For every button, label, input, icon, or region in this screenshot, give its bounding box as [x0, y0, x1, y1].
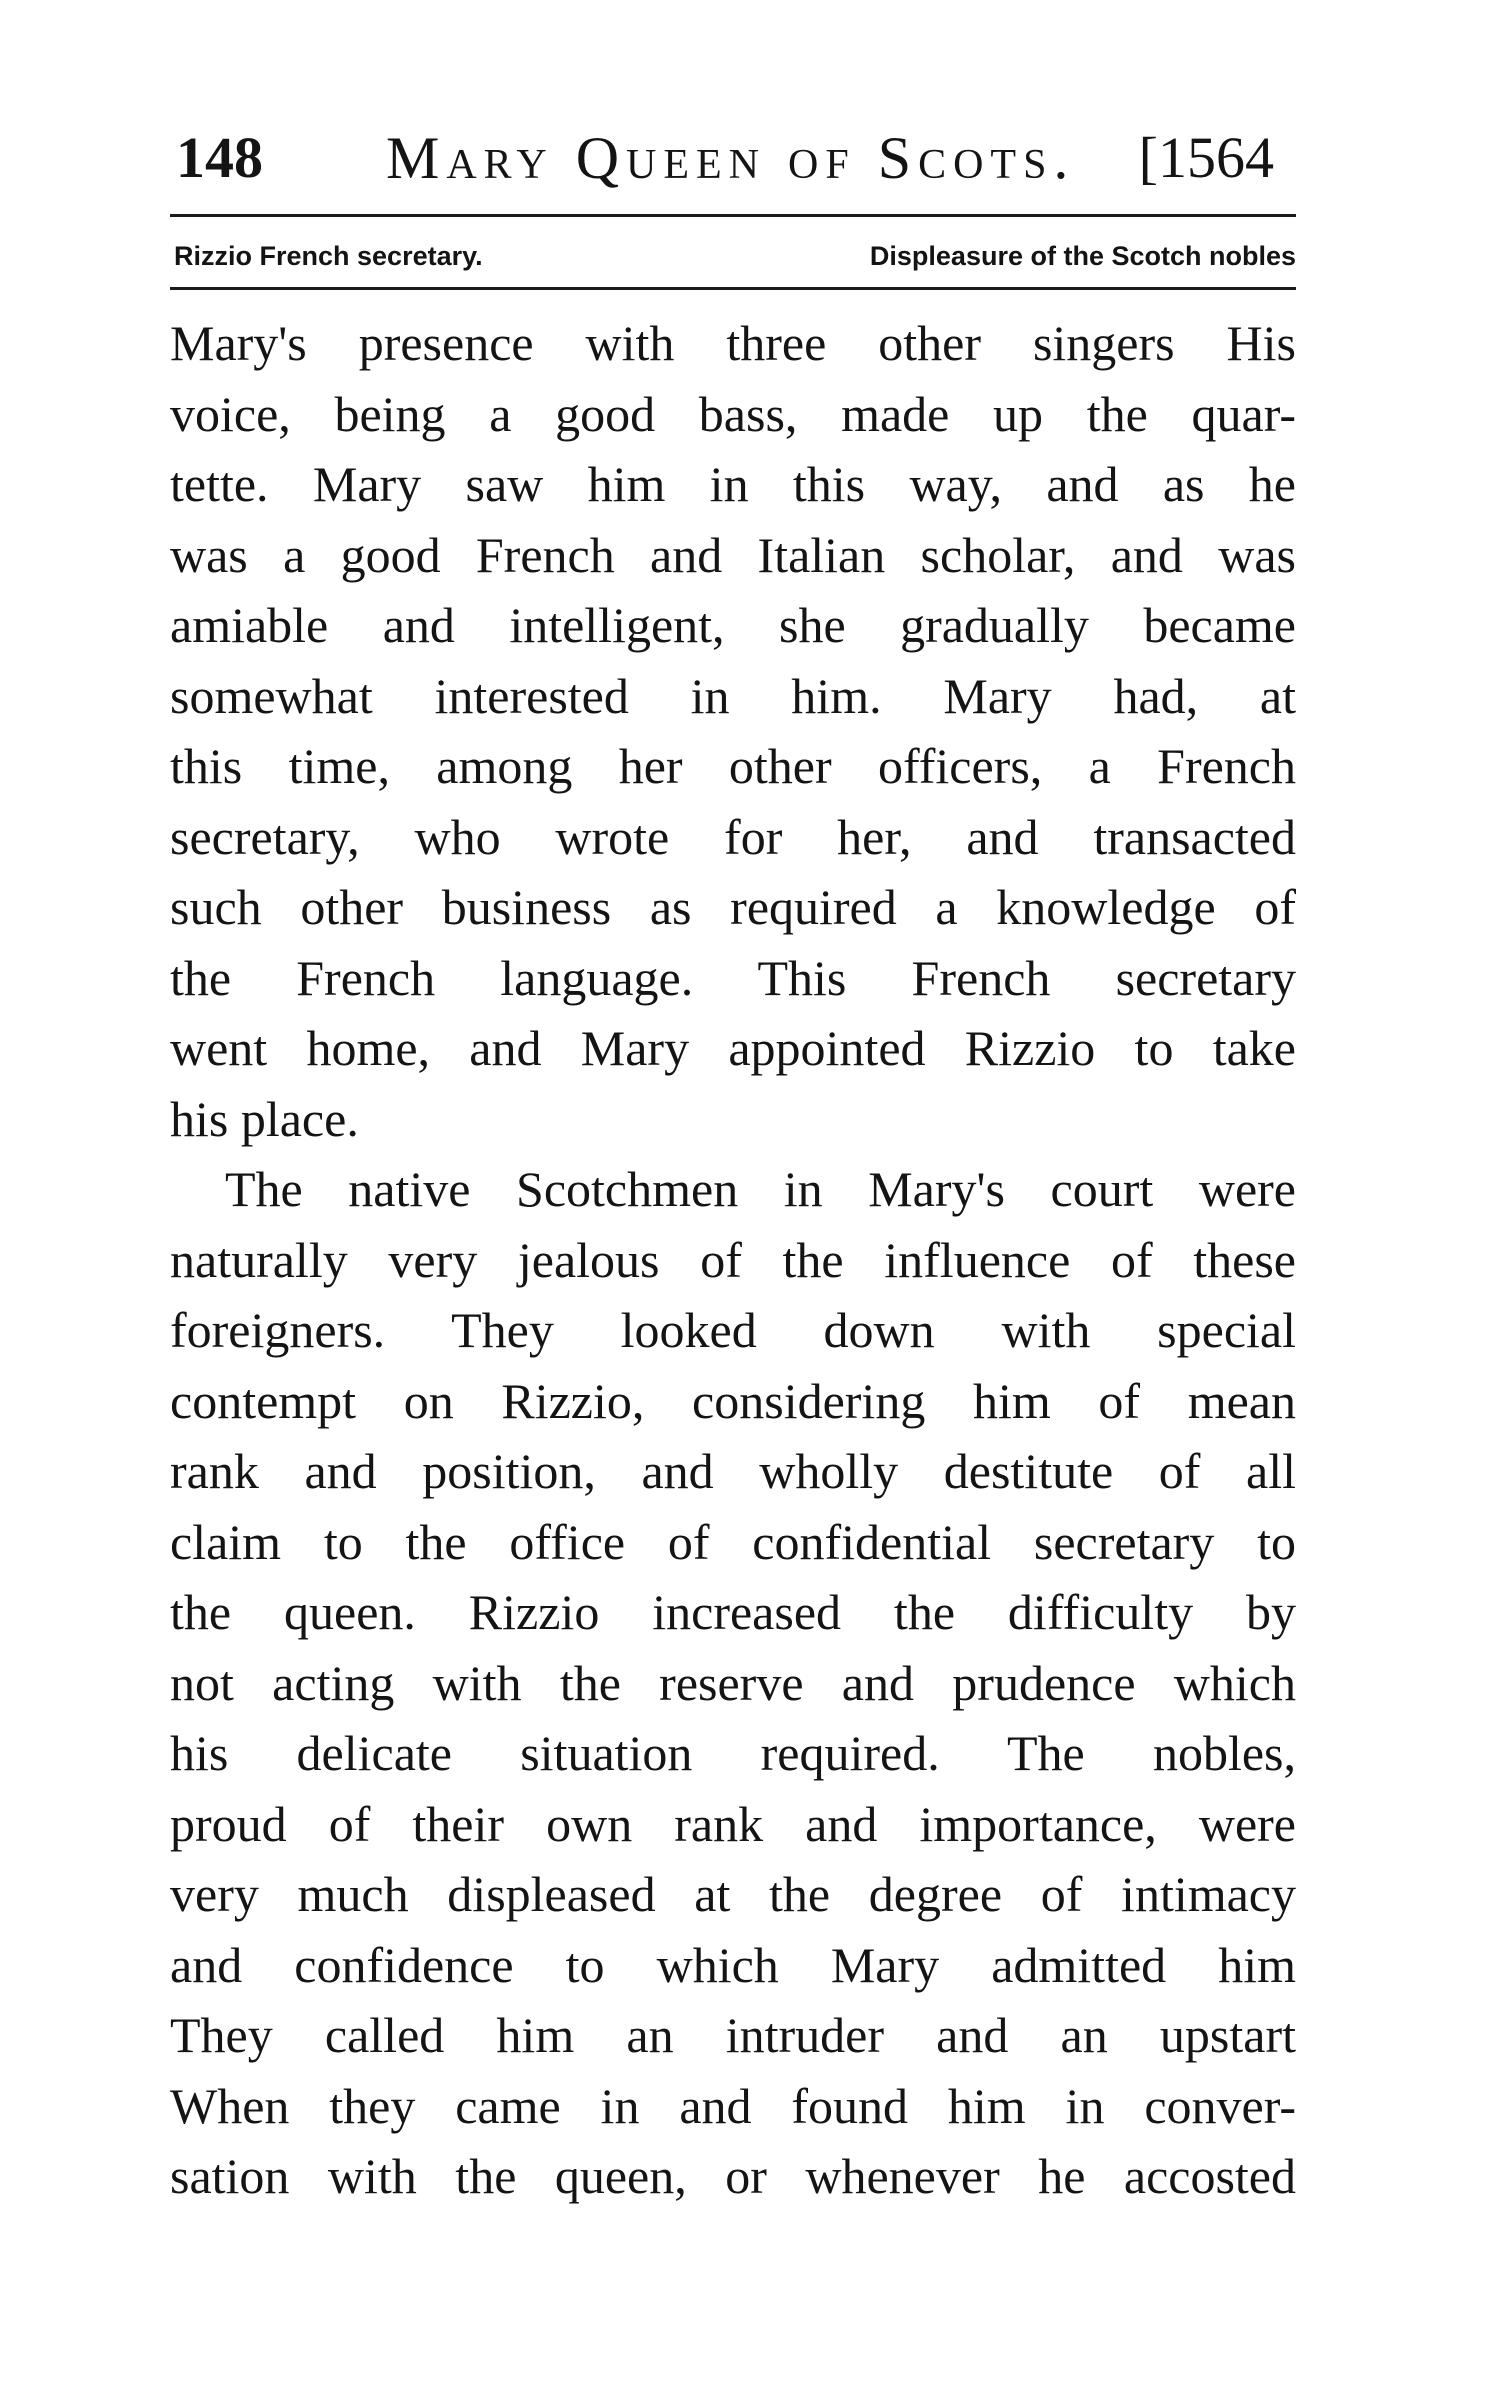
text-line: Mary's presence with three other singers His	[170, 315, 1296, 371]
text-line: They called him an intruder and an upstart	[170, 2007, 1296, 2063]
text-line: his place.	[170, 1090, 359, 1147]
running-head	[176, 118, 1296, 198]
text-line: was a good French and Italian scholar, and was	[170, 526, 1296, 583]
text-line: somewhat interested in him. Mary had, at	[170, 667, 1296, 724]
text-line: When they came in and found him in conver-	[170, 2077, 1296, 2134]
text-line: tette. Mary saw him in this way, and as he	[170, 456, 1296, 512]
paragraph-2	[170, 1154, 1296, 2212]
text-line: the queen. Rizzio increased the difficulty by	[170, 1584, 1296, 1640]
paragraph-1	[170, 308, 1296, 1154]
header-rule-top	[170, 214, 1296, 217]
text-line: went home, and Mary appointed Rizzio to take	[170, 1020, 1296, 1076]
text-line: proud of their own rank and importance, were	[170, 1795, 1296, 1852]
text-line: claim to the office of confidential secretary to	[170, 1513, 1296, 1570]
text-line: voice, being a good bass, made up the quar-	[170, 385, 1296, 442]
text-line: foreigners. They looked down with special	[170, 1302, 1296, 1358]
text-line: secretary, who wrote for her, and transacted	[170, 808, 1296, 865]
text-line: his delicate situation required. The nobles,	[170, 1725, 1296, 1781]
sidenote-right: Displeasure of the Scotch nobles	[869, 241, 1296, 271]
text-line: The native Scotchmen in Mary's court were	[225, 1161, 1296, 1217]
book-title: Mary Queen of Scots.	[386, 125, 1076, 191]
text-line: such other business as required a knowledge of	[170, 879, 1296, 935]
text-line: rank and position, and wholly destitute of all	[170, 1443, 1296, 1499]
text-line: the French language. This French secretary	[170, 949, 1296, 1006]
body-text	[170, 308, 1296, 2212]
text-line: and confidence to which Mary admitted him	[170, 1936, 1296, 1993]
text-line: naturally very jealous of the influence of these	[170, 1231, 1296, 1288]
text-line: not acting with the reserve and prudence which	[170, 1654, 1296, 1711]
header-rule-bottom	[170, 287, 1296, 290]
year-label: [1564	[1138, 125, 1274, 190]
text-line: this time, among her other officers, a French	[170, 738, 1296, 794]
page-number: 148	[176, 125, 263, 190]
sidenote-left: Rizzio French secretary.	[174, 241, 483, 271]
text-line: amiable and intelligent, she gradually became	[170, 597, 1296, 653]
text-line: contempt on Rizzio, considering him of mean	[170, 1372, 1296, 1429]
text-line: sation with the queen, or whenever he accosted	[170, 2148, 1296, 2204]
text-line: very much displeased at the degree of intimacy	[170, 1866, 1296, 1922]
